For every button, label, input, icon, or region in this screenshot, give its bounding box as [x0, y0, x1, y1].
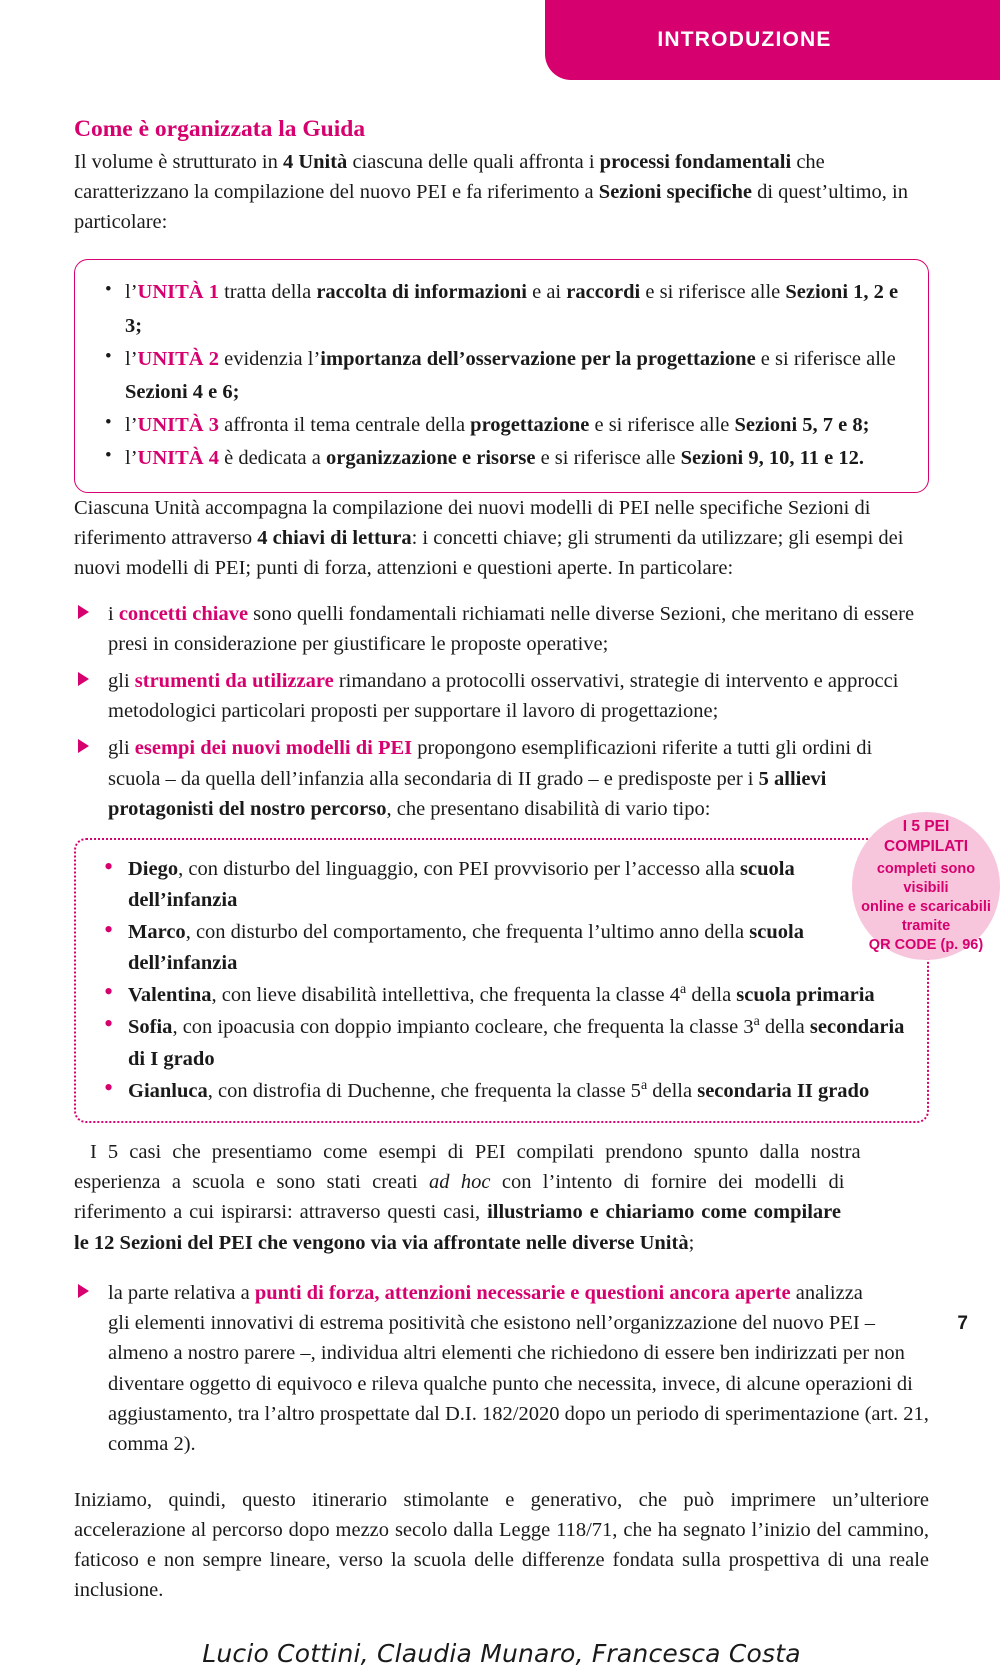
list-item	[102, 917, 907, 980]
key-lead: gli	[108, 670, 135, 693]
arrow-icon	[78, 672, 89, 686]
unita-mid3: e si riferisce alle	[640, 281, 786, 304]
unita-sections: Sezioni 5, 7 e 8;	[734, 414, 870, 437]
cases-text-italic: ad hoc	[429, 1171, 491, 1194]
key-rest: rimandano a protocolli osservativi, strategie di intervento e approcci metodologici particolari proposti per supportare il lavoro di progettazione;	[108, 670, 899, 723]
pupil-desc: , con distrofia di Duchenne, che frequenta la classe 5	[207, 1079, 641, 1102]
pupil-desc-b: della	[759, 1016, 810, 1039]
key-lead: gli	[108, 737, 135, 760]
unita-mid1: tratta della	[218, 281, 317, 304]
list-item	[74, 599, 929, 659]
key-rest: propongono esemplificazioni riferite a tutti gli ordini di scuola – da quella dell’infanzia alla secondaria di II grado – e predisposte per i	[108, 737, 873, 790]
intro-text-d: processi fondamentali	[599, 151, 792, 173]
pupil-name: Gianluca	[128, 1079, 208, 1102]
cases-text-bold: illustriamo e chiariamo come compilare le 12 Sezioni del PEI che vengono via via affrontate nelle diverse Unità	[74, 1201, 841, 1254]
badge-line-4: online e scaricabili	[861, 898, 991, 915]
pupil-school: scuola dell’infanzia	[128, 857, 795, 912]
key-bold-tail: 5 allievi protagonisti del nostro percorso	[108, 767, 827, 820]
pupil-school: scuola primaria	[736, 984, 875, 1007]
pupil-school: scuola dell’infanzia	[128, 920, 804, 974]
pupil-desc: , con disturbo del linguaggio, con PEI provvisorio per l’accesso alla	[178, 857, 741, 880]
unita-bold1: importanza dell’osservazione per la progettazione	[320, 347, 756, 370]
keys-list	[74, 599, 929, 824]
badge-line-3: completi sono visibili	[876, 860, 976, 896]
pupil-ordinal: a	[753, 1014, 760, 1030]
pupil-name: Valentina	[128, 984, 212, 1007]
unita-mid1: è dedicata a	[218, 447, 326, 470]
last-key-lead: la parte relativa a	[108, 1282, 255, 1305]
unita-label: UNITÀ 3	[137, 414, 219, 437]
page-number: 7	[957, 1313, 968, 1334]
pupil-school: secondaria II grado	[697, 1079, 870, 1102]
pupil-desc: , con lieve disabilità intellettiva, che frequenta la classe 4	[211, 984, 681, 1007]
last-key-rest: analizza gli elementi innovativi di estrema positività che esistono nell’organizzazione del nuovo PEI – almeno a nostro parere –, individua altri elementi che richiedono di essere ben indirizzati per non diventare oggetto di equivoco e rileva qualche punto che necessita, invece, di alcune operazioni di aggiustamento, tra l’altro prospettate dal D.I. 182/2020 dopo un periodo di sperimentazione (art. 21, comma 2).	[108, 1282, 929, 1455]
unita-sections: Sezioni 9, 10, 11 e 12.	[680, 447, 864, 470]
pupils-list	[102, 854, 907, 1107]
unita-mid3: e si riferisce alle	[589, 414, 735, 437]
unita-label: UNITÀ 4	[137, 447, 219, 470]
badge-line-6: QR CODE (p. 96)	[868, 937, 984, 954]
closing-paragraph: Iniziamo, quindi, questo itinerario stimolante e generativo, che può imprimere un’ulteriore accelerazione al percorso dopo mezzo secolo dalla Legge 118/71, che ha segnato l’inizio del cammino, faticoso e non sempre lineare, verso la scuola delle differenze fondata sulla prospettiva di una reale inclusione.	[74, 1488, 929, 1602]
list-item	[102, 1075, 907, 1107]
intro-paragraph	[74, 147, 929, 237]
cases-text-c: ;	[688, 1231, 695, 1254]
authors-signature: Lucio Cottini, Claudia Munaro, Francesca Costa	[202, 1639, 801, 1668]
unita-sections: Sezioni 1, 2 e 3;	[125, 281, 899, 337]
arrow-icon	[78, 605, 89, 619]
list-item	[102, 854, 907, 917]
chiavi-text-bold: 4 chiavi di lettura	[257, 526, 412, 549]
unita-bold1: organizzazione e risorse	[325, 447, 536, 470]
badge-line-1: I 5 PEI	[902, 817, 950, 835]
unita-mid1: affronta il tema centrale della	[218, 414, 471, 437]
key-rest: sono quelli fondamentali richiamati nelle diverse Sezioni, che meritano di essere presi in considerazione per giustificare le proposte operative;	[108, 602, 915, 656]
unita-sections: Sezioni 4 e 6;	[125, 380, 240, 403]
unita-bold1: raccolta di informazioni	[316, 281, 527, 304]
unita-mid3: e si riferisce alle	[755, 347, 896, 370]
intro-text-g: di quest’ultimo, in particolare:	[74, 181, 908, 234]
list-item	[105, 343, 906, 409]
pupil-desc: , con ipoacusia con doppio impianto cocleare, che frequenta la classe 3	[172, 1016, 754, 1039]
intro-text-b: 4 Unità	[282, 151, 348, 173]
badge-line-5: tramite	[901, 918, 951, 935]
list-item	[105, 442, 906, 475]
key-highlight: strumenti da utilizzare	[134, 670, 334, 693]
pupil-desc-b: della	[647, 1079, 698, 1102]
chiavi-text-c: : i concetti chiave; gli strumenti da utilizzare; gli esempi dei nuovi modelli di PEI; punti di forza, attenzioni e questioni aperte. In particolare:	[74, 526, 904, 579]
chiavi-text-a: Ciascuna Unità accompagna la compilazione dei nuovi modelli di PEI nelle specifiche Sezioni di riferimento attraverso	[74, 496, 871, 549]
section-heading: Come è organizzata la Guida	[74, 116, 366, 142]
pupil-desc: , con disturbo del comportamento, che frequenta l’ultimo anno della	[185, 920, 750, 943]
chiavi-paragraph	[74, 493, 929, 583]
list-item	[102, 979, 907, 1011]
list-item	[105, 276, 906, 342]
intro-text-f: Sezioni specifiche	[598, 181, 752, 204]
pupil-name: Marco	[128, 920, 186, 943]
key-highlight: esempi dei nuovi modelli di PEI	[134, 737, 413, 760]
unita-list	[105, 276, 906, 475]
pupil-name: Sofia	[128, 1016, 173, 1039]
pupil-name: Diego	[128, 857, 179, 880]
key-highlight: concetti chiave	[118, 602, 249, 625]
unita-mid2: e ai	[526, 281, 567, 304]
header-banner	[545, 0, 1000, 80]
badge-line-2: COMPILATI	[883, 838, 969, 856]
intro-text-c: ciascuna delle quali affronta i	[347, 151, 600, 173]
unita-prefix: l’	[125, 447, 138, 470]
list-item	[102, 1011, 907, 1075]
page-title: INTRODUZIONE	[657, 28, 832, 51]
unita-prefix: l’	[125, 414, 138, 437]
last-key-list	[74, 1278, 929, 1459]
key-tail: , che presentano disabilità di vario tipo:	[386, 797, 711, 820]
pupil-desc-b: della	[686, 984, 737, 1007]
list-item	[74, 1278, 929, 1459]
intro-text-e: che caratterizzano la compilazione del nuovo PEI e fa riferimento a	[74, 151, 825, 204]
pupil-ordinal: a	[680, 982, 687, 998]
unita-prefix: l’	[125, 347, 138, 370]
unita-label: UNITÀ 2	[137, 347, 219, 370]
intro-text-a: Il volume è strutturato in	[74, 151, 283, 173]
pupil-ordinal: a	[640, 1078, 648, 1094]
unita-mid1: evidenzia l’	[218, 347, 321, 370]
unita-bold2: raccordi	[566, 281, 641, 304]
cases-text-b: con l’intento di fornire dei modelli di riferimento a cui ispirarsi: attraverso questi casi,	[74, 1171, 845, 1224]
cases-text-a: I 5 casi che presentiamo come esempi di PEI compilati prendono spunto dalla nostra esperienza a scuola e sono stati creati	[74, 1141, 861, 1194]
key-lead: i	[108, 602, 119, 625]
cases-block	[74, 1137, 929, 1459]
arrow-icon	[78, 739, 89, 753]
unita-mid3: e si riferisce alle	[535, 447, 681, 470]
pupils-box	[74, 838, 929, 1123]
qr-code-badge	[852, 812, 1000, 960]
unita-prefix: l’	[125, 281, 138, 304]
unita-box	[74, 259, 929, 492]
list-item	[74, 733, 929, 823]
pupil-school: secondaria di I grado	[128, 1016, 905, 1070]
last-key-highlight: punti di forza, attenzioni necessarie e questioni ancora aperte	[254, 1282, 791, 1305]
arrow-icon	[78, 1284, 89, 1298]
list-item	[74, 666, 929, 726]
cases-paragraph	[74, 1137, 929, 1258]
unita-bold1: progettazione	[470, 414, 590, 437]
list-item	[105, 409, 906, 442]
unita-label: UNITÀ 1	[137, 281, 219, 304]
document-content	[74, 116, 929, 1668]
